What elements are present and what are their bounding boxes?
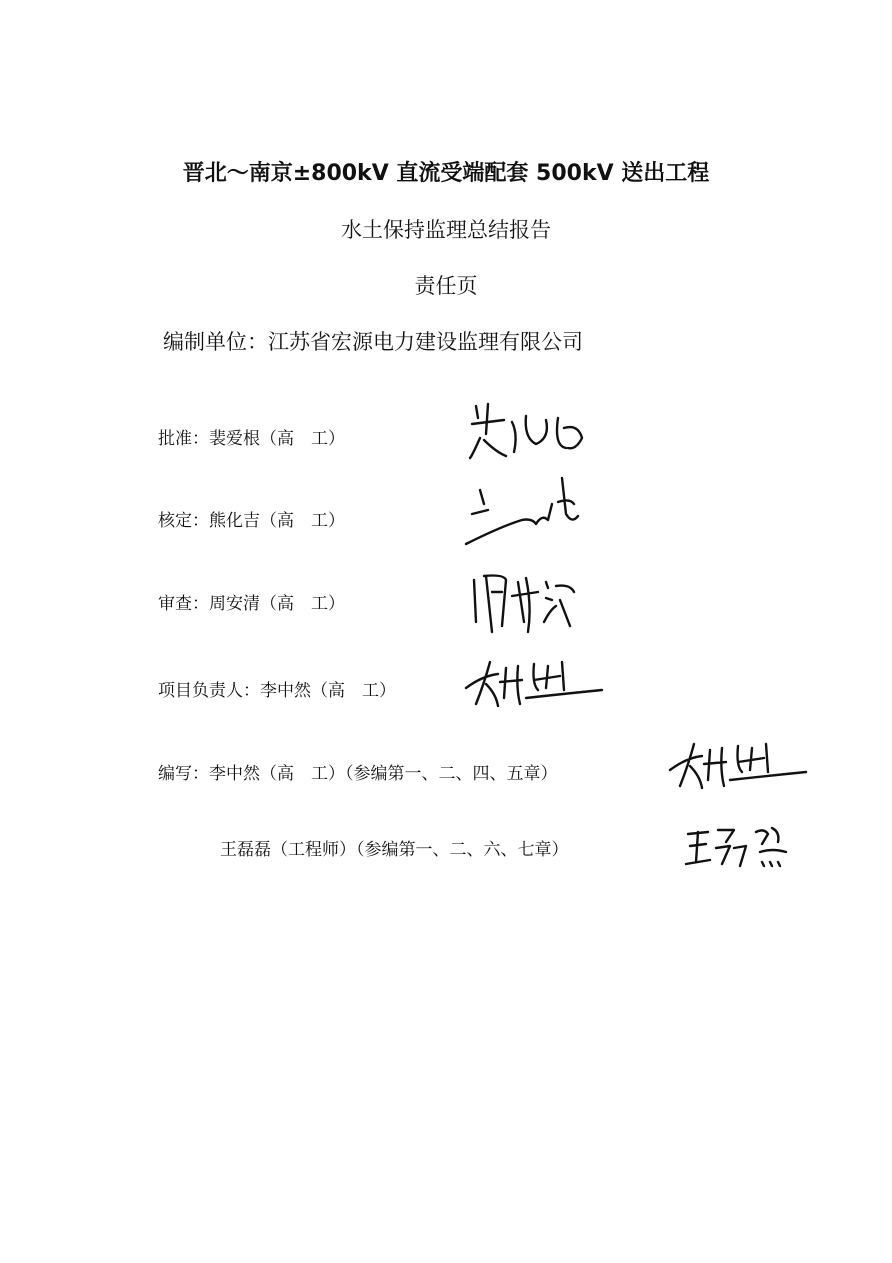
review-value: 周安清（高 工）	[209, 594, 345, 614]
signature-verification	[462, 474, 586, 550]
project-lead-row	[158, 676, 396, 701]
project-lead-label: 项目负责人：	[158, 681, 260, 701]
report-subtitle: 水土保持监理总结报告	[341, 218, 551, 242]
signature-project-lead	[462, 654, 608, 710]
verification-row	[158, 506, 345, 531]
page-name: 责任页	[414, 274, 478, 298]
author-label: 编写：	[158, 764, 209, 784]
signature-review	[466, 566, 582, 638]
signature-author	[666, 736, 812, 792]
approval-label: 批准：	[158, 429, 209, 449]
review-row	[158, 589, 345, 614]
approval-value: 裴爱根（高 工）	[209, 429, 345, 449]
review-label: 审查：	[158, 594, 209, 614]
project-lead-value: 李中然（高 工）	[260, 681, 396, 701]
approval-row	[158, 424, 345, 449]
verification-value: 熊化吉（高 工）	[209, 511, 345, 531]
co-author-value: 王磊磊（工程师）（参编第一、二、六、七章）	[220, 840, 569, 860]
signature-approval	[466, 398, 596, 464]
report-title: 晋北～南京±800kV 直流受端配套 500kV 送出工程	[182, 161, 710, 186]
organization: 编制单位：江苏省宏源电力建设监理有限公司	[163, 330, 583, 354]
author-row	[158, 759, 558, 784]
verification-label: 核定：	[158, 511, 209, 531]
signature-co-author	[682, 822, 798, 872]
author-value: 李中然（高 工）（参编第一、二、四、五章）	[209, 764, 558, 784]
